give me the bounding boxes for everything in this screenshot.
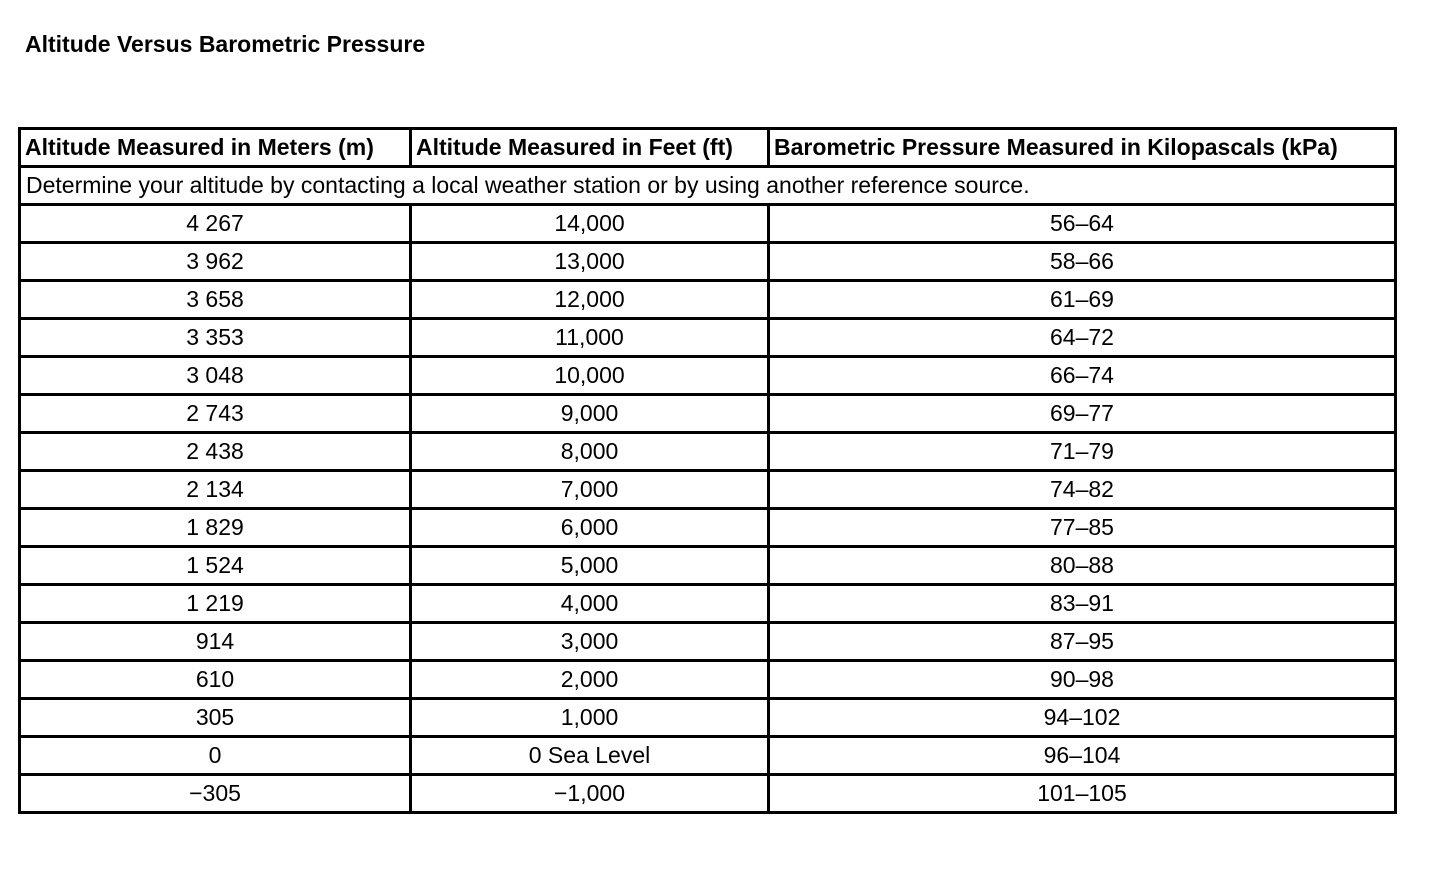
cell-feet: 4,000	[411, 585, 769, 623]
cell-feet: 10,000	[411, 357, 769, 395]
cell-pressure: 77–85	[769, 509, 1396, 547]
table-row	[20, 775, 1396, 813]
cell-feet: 14,000	[411, 205, 769, 243]
cell-feet: −1,000	[411, 775, 769, 813]
cell-pressure: 80–88	[769, 547, 1396, 585]
table-row	[20, 281, 1396, 319]
cell-meters: 1 219	[20, 585, 411, 623]
cell-pressure: 74–82	[769, 471, 1396, 509]
table-row	[20, 395, 1396, 433]
cell-feet: 13,000	[411, 243, 769, 281]
cell-meters: 3 962	[20, 243, 411, 281]
cell-pressure: 83–91	[769, 585, 1396, 623]
table-row	[20, 699, 1396, 737]
cell-meters: 0	[20, 737, 411, 775]
header-pressure: Barometric Pressure Measured in Kilopascals (kPa)	[769, 129, 1396, 167]
page-title: Altitude Versus Barometric Pressure	[25, 31, 426, 57]
cell-meters: 1 829	[20, 509, 411, 547]
table-header-row	[20, 129, 1396, 167]
cell-meters: 3 048	[20, 357, 411, 395]
cell-pressure: 96–104	[769, 737, 1396, 775]
cell-feet: 2,000	[411, 661, 769, 699]
cell-feet: 9,000	[411, 395, 769, 433]
cell-meters: 2 438	[20, 433, 411, 471]
table-row	[20, 623, 1396, 661]
cell-pressure: 101–105	[769, 775, 1396, 813]
cell-feet: 8,000	[411, 433, 769, 471]
cell-feet: 12,000	[411, 281, 769, 319]
cell-pressure: 61–69	[769, 281, 1396, 319]
table-row	[20, 357, 1396, 395]
table-row	[20, 243, 1396, 281]
cell-pressure: 56–64	[769, 205, 1396, 243]
altitude-pressure-table	[18, 127, 1397, 814]
cell-pressure: 66–74	[769, 357, 1396, 395]
cell-pressure: 58–66	[769, 243, 1396, 281]
cell-pressure: 94–102	[769, 699, 1396, 737]
table-note-row	[20, 167, 1396, 205]
cell-feet: 11,000	[411, 319, 769, 357]
table-row	[20, 319, 1396, 357]
cell-meters: 3 658	[20, 281, 411, 319]
cell-meters: 2 743	[20, 395, 411, 433]
header-meters: Altitude Measured in Meters (m)	[20, 129, 411, 167]
table-row	[20, 661, 1396, 699]
cell-meters: 914	[20, 623, 411, 661]
table-row	[20, 205, 1396, 243]
cell-meters: 3 353	[20, 319, 411, 357]
table-row	[20, 433, 1396, 471]
cell-meters: 4 267	[20, 205, 411, 243]
table-row	[20, 585, 1396, 623]
cell-pressure: 69–77	[769, 395, 1396, 433]
cell-feet: 3,000	[411, 623, 769, 661]
table-row	[20, 471, 1396, 509]
cell-meters: 2 134	[20, 471, 411, 509]
cell-meters: 305	[20, 699, 411, 737]
cell-pressure: 64–72	[769, 319, 1396, 357]
cell-meters: −305	[20, 775, 411, 813]
table-row	[20, 737, 1396, 775]
header-feet: Altitude Measured in Feet (ft)	[411, 129, 769, 167]
cell-meters: 1 524	[20, 547, 411, 585]
table-note: Determine your altitude by contacting a local weather station or by using another reference source.	[20, 167, 1396, 205]
cell-meters: 610	[20, 661, 411, 699]
cell-feet: 5,000	[411, 547, 769, 585]
cell-feet: 1,000	[411, 699, 769, 737]
cell-pressure: 71–79	[769, 433, 1396, 471]
cell-pressure: 90–98	[769, 661, 1396, 699]
table-row	[20, 547, 1396, 585]
cell-feet: 6,000	[411, 509, 769, 547]
cell-feet: 0 Sea Level	[411, 737, 769, 775]
cell-pressure: 87–95	[769, 623, 1396, 661]
cell-feet: 7,000	[411, 471, 769, 509]
table-row	[20, 509, 1396, 547]
